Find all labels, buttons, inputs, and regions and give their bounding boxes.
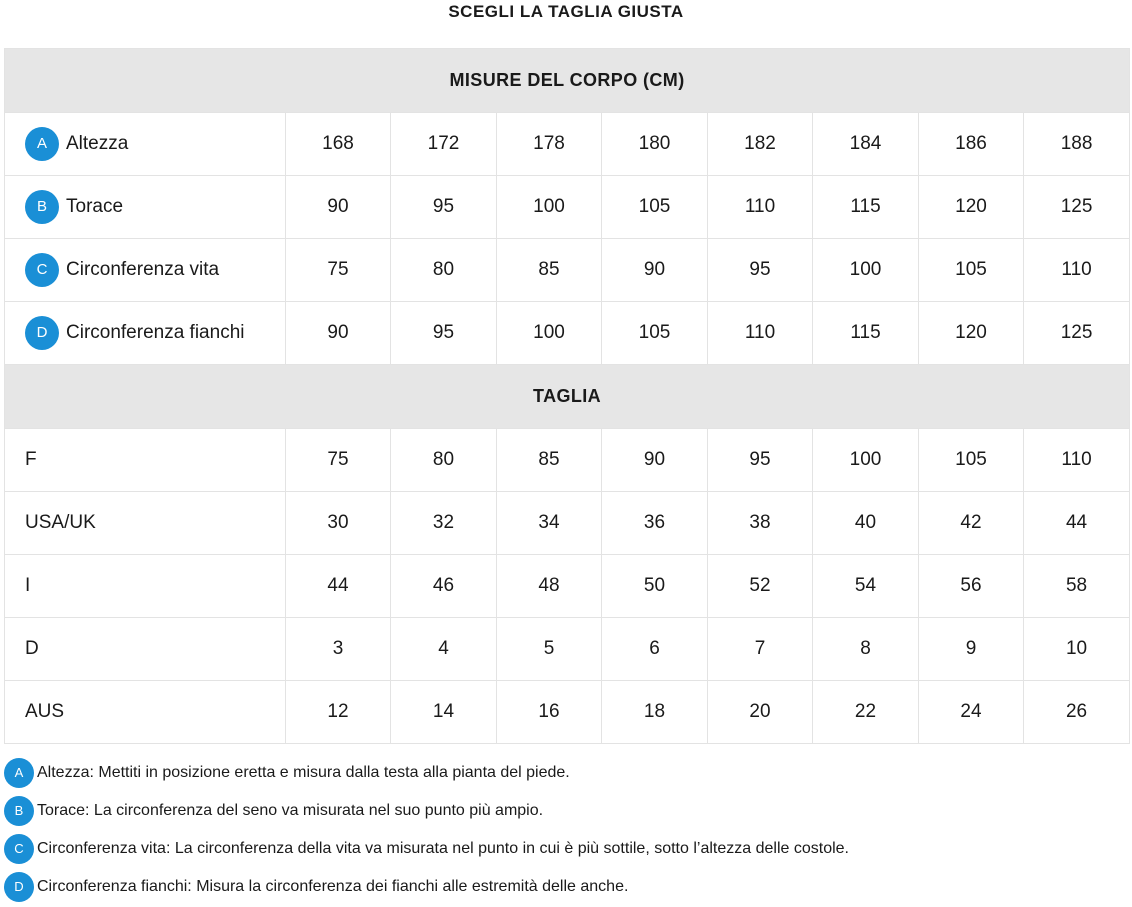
legend-text: Circonferenza fianchi: Misura la circonferenza dei fianchi alle estremità delle anche. — [37, 878, 629, 895]
table-row — [5, 681, 1130, 744]
table-cell: 95 — [391, 302, 497, 365]
table-cell: 5 — [497, 618, 602, 681]
legend-item — [4, 868, 1128, 906]
table-cell: 95 — [391, 176, 497, 239]
table-row — [5, 429, 1130, 492]
legend-text: Circonferenza vita: La circonferenza della vita va misurata nel punto in cui è più sottile, sotto l’altezza delle costole. — [37, 840, 849, 857]
table-cell: 186 — [919, 113, 1024, 176]
table-cell: 20 — [708, 681, 813, 744]
table-cell: 100 — [813, 239, 919, 302]
size-chart-table — [4, 48, 1130, 744]
table-cell: 46 — [391, 555, 497, 618]
measure-badge-icon: C — [4, 834, 34, 864]
table-cell: 36 — [602, 492, 708, 555]
table-cell: 80 — [391, 239, 497, 302]
row-label — [5, 302, 286, 365]
table-cell: 42 — [919, 492, 1024, 555]
table-cell: 105 — [919, 239, 1024, 302]
table-cell: 30 — [286, 492, 391, 555]
table-cell: 115 — [813, 176, 919, 239]
table-cell: 12 — [286, 681, 391, 744]
table-row — [5, 555, 1130, 618]
table-cell: 44 — [1024, 492, 1130, 555]
legend-text: Torace: La circonferenza del seno va misurata nel suo punto più ampio. — [37, 802, 544, 819]
table-cell: 184 — [813, 113, 919, 176]
table-cell: 75 — [286, 239, 391, 302]
table-cell: 90 — [602, 429, 708, 492]
size-header-row — [5, 365, 1130, 429]
row-label-text: Circonferenza fianchi — [66, 322, 245, 343]
row-label — [5, 555, 286, 618]
row-label — [5, 113, 286, 176]
table-cell: 90 — [286, 302, 391, 365]
table-cell: 90 — [286, 176, 391, 239]
legend-item — [4, 830, 1128, 868]
table-cell: 50 — [602, 555, 708, 618]
table-cell: 115 — [813, 302, 919, 365]
table-cell: 110 — [1024, 239, 1130, 302]
body-measurements-heading: MISURE DEL CORPO (CM) — [5, 49, 1130, 113]
row-label-text: Altezza — [66, 133, 129, 154]
row-label — [5, 239, 286, 302]
legend-text: Altezza: Mettiti in posizione eretta e misura dalla testa alla pianta del piede. — [37, 764, 570, 781]
table-cell: 168 — [286, 113, 391, 176]
table-cell: 10 — [1024, 618, 1130, 681]
row-label — [5, 492, 286, 555]
size-heading: TAGLIA — [5, 365, 1130, 429]
table-cell: 54 — [813, 555, 919, 618]
table-cell: 38 — [708, 492, 813, 555]
table-cell: 188 — [1024, 113, 1130, 176]
table-cell: 52 — [708, 555, 813, 618]
table-cell: 16 — [497, 681, 602, 744]
table-cell: 120 — [919, 176, 1024, 239]
table-cell: 172 — [391, 113, 497, 176]
table-cell: 95 — [708, 429, 813, 492]
table-cell: 182 — [708, 113, 813, 176]
measure-badge-icon: C — [25, 253, 59, 287]
legend-item — [4, 754, 1128, 792]
table-cell: 14 — [391, 681, 497, 744]
measure-badge-icon: B — [4, 796, 34, 826]
row-label-text: Torace — [66, 196, 124, 217]
table-cell: 178 — [497, 113, 602, 176]
table-cell: 110 — [708, 176, 813, 239]
table-row — [5, 176, 1130, 239]
table-cell: 100 — [497, 176, 602, 239]
table-cell: 26 — [1024, 681, 1130, 744]
measure-badge-icon: A — [25, 127, 59, 161]
row-label — [5, 681, 286, 744]
table-cell: 58 — [1024, 555, 1130, 618]
table-cell: 3 — [286, 618, 391, 681]
table-cell: 125 — [1024, 302, 1130, 365]
body-measurements-header-row — [5, 49, 1130, 113]
table-cell: 9 — [919, 618, 1024, 681]
table-cell: 6 — [602, 618, 708, 681]
table-cell: 48 — [497, 555, 602, 618]
table-cell: 90 — [602, 239, 708, 302]
legend-item — [4, 792, 1128, 830]
table-cell: 105 — [602, 176, 708, 239]
table-cell: 85 — [497, 239, 602, 302]
measure-badge-icon: B — [25, 190, 59, 224]
table-cell: 110 — [1024, 429, 1130, 492]
table-cell: 32 — [391, 492, 497, 555]
table-cell: 44 — [286, 555, 391, 618]
measure-badge-icon: D — [4, 872, 34, 902]
table-cell: 85 — [497, 429, 602, 492]
table-cell: 105 — [602, 302, 708, 365]
table-cell: 105 — [919, 429, 1024, 492]
table-row — [5, 239, 1130, 302]
table-cell: 7 — [708, 618, 813, 681]
table-cell: 110 — [708, 302, 813, 365]
row-label-text: F — [25, 448, 37, 470]
table-cell: 75 — [286, 429, 391, 492]
measure-badge-icon: A — [4, 758, 34, 788]
table-cell: 8 — [813, 618, 919, 681]
measure-badge-icon: D — [25, 316, 59, 350]
table-cell: 18 — [602, 681, 708, 744]
row-label-text: I — [25, 574, 31, 596]
row-label-text: Circonferenza vita — [66, 259, 220, 280]
measurement-legend — [4, 754, 1128, 906]
table-cell: 100 — [813, 429, 919, 492]
table-row — [5, 113, 1130, 176]
table-cell: 95 — [708, 239, 813, 302]
table-cell: 100 — [497, 302, 602, 365]
table-cell: 4 — [391, 618, 497, 681]
table-cell: 56 — [919, 555, 1024, 618]
row-label — [5, 618, 286, 681]
table-cell: 40 — [813, 492, 919, 555]
table-cell: 180 — [602, 113, 708, 176]
row-label-text: USA/UK — [25, 511, 96, 533]
table-cell: 80 — [391, 429, 497, 492]
table-cell: 24 — [919, 681, 1024, 744]
table-cell: 34 — [497, 492, 602, 555]
table-cell: 125 — [1024, 176, 1130, 239]
table-row — [5, 618, 1130, 681]
row-label-text: AUS — [25, 700, 65, 722]
row-label — [5, 429, 286, 492]
table-cell: 120 — [919, 302, 1024, 365]
page-title: SCEGLI LA TAGLIA GIUSTA — [448, 2, 684, 21]
table-row — [5, 492, 1130, 555]
row-label — [5, 176, 286, 239]
table-cell: 22 — [813, 681, 919, 744]
row-label-text: D — [25, 637, 39, 659]
table-row — [5, 302, 1130, 365]
